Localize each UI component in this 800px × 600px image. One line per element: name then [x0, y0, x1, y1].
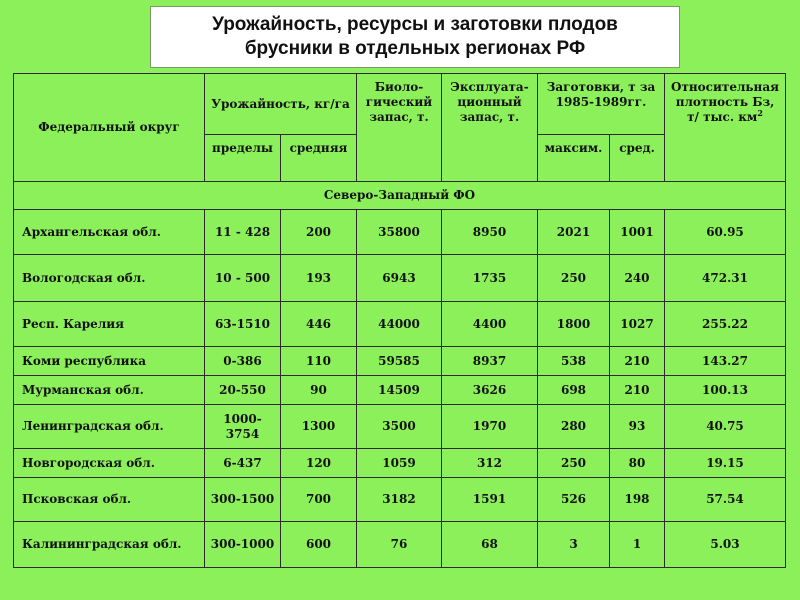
cell-max: 538 — [538, 347, 610, 376]
cell-mean: 210 — [610, 376, 665, 405]
cell-region: Псковская обл. — [14, 478, 205, 522]
cell-region: Новгородская обл. — [14, 449, 205, 478]
cell-region: Коми республика — [14, 347, 205, 376]
cell-bio: 76 — [357, 522, 442, 568]
header-bio-stock: Биоло-гический запас, т. — [357, 74, 442, 182]
cell-range: 63-1510 — [205, 302, 281, 347]
cell-range: 10 - 500 — [205, 255, 281, 302]
title-line-2: брусники в отдельных регионах РФ — [244, 38, 586, 59]
cell-density: 143.27 — [665, 347, 786, 376]
cell-mean: 93 — [610, 405, 665, 449]
cell-avg: 193 — [281, 255, 357, 302]
cell-region: Ленинградская обл. — [14, 405, 205, 449]
cell-exploit: 1591 — [442, 478, 538, 522]
header-yield-avg: средняя — [281, 135, 357, 182]
cell-mean: 198 — [610, 478, 665, 522]
cell-avg: 446 — [281, 302, 357, 347]
title-line-1: Урожайность, ресурсы и заготовки плодов — [212, 14, 618, 35]
cell-density: 40.75 — [665, 405, 786, 449]
cell-density: 255.22 — [665, 302, 786, 347]
cell-max: 250 — [538, 255, 610, 302]
header-exploit-stock: Эксплуата-ционный запас, т. — [442, 74, 538, 182]
header-proc-max: максим. — [538, 135, 610, 182]
table-row — [14, 449, 786, 478]
cell-exploit: 4400 — [442, 302, 538, 347]
cell-range: 1000-3754 — [205, 405, 281, 449]
table-row — [14, 478, 786, 522]
cell-exploit: 1735 — [442, 255, 538, 302]
cell-avg: 600 — [281, 522, 357, 568]
cell-exploit: 8937 — [442, 347, 538, 376]
cell-range: 300-1500 — [205, 478, 281, 522]
cell-max: 280 — [538, 405, 610, 449]
cell-exploit: 1970 — [442, 405, 538, 449]
cell-mean: 1001 — [610, 210, 665, 255]
table-row — [14, 376, 786, 405]
cell-region: Респ. Карелия — [14, 302, 205, 347]
cell-region: Архангельская обл. — [14, 210, 205, 255]
header-density-sup: 2 — [757, 108, 763, 118]
section-row: Северо-Западный ФО — [14, 182, 786, 210]
cell-region: Калининградская обл. — [14, 522, 205, 568]
header-yield-range: пределы — [205, 135, 281, 182]
cell-density: 100.13 — [665, 376, 786, 405]
cell-range: 0-386 — [205, 347, 281, 376]
header-density-text: Относительная плотность Бз, т/ тыс. км — [671, 80, 779, 124]
table-row — [14, 405, 786, 449]
cell-bio: 14509 — [357, 376, 442, 405]
cell-bio: 3500 — [357, 405, 442, 449]
cell-bio: 44000 — [357, 302, 442, 347]
header-proc-avg: сред. — [610, 135, 665, 182]
cell-bio: 6943 — [357, 255, 442, 302]
header-density — [665, 74, 786, 182]
cell-mean: 1 — [610, 522, 665, 568]
table-row — [14, 347, 786, 376]
cell-region: Мурманская обл. — [14, 376, 205, 405]
cell-avg: 700 — [281, 478, 357, 522]
cell-exploit: 3626 — [442, 376, 538, 405]
cell-range: 11 - 428 — [205, 210, 281, 255]
cell-max: 3 — [538, 522, 610, 568]
cell-bio: 59585 — [357, 347, 442, 376]
cell-mean: 210 — [610, 347, 665, 376]
cell-max: 250 — [538, 449, 610, 478]
cell-region: Вологодская обл. — [14, 255, 205, 302]
cell-max: 2021 — [538, 210, 610, 255]
cell-avg: 110 — [281, 347, 357, 376]
cell-density: 57.54 — [665, 478, 786, 522]
cell-density: 5.03 — [665, 522, 786, 568]
cell-bio: 3182 — [357, 478, 442, 522]
cell-exploit: 8950 — [442, 210, 538, 255]
cell-exploit: 312 — [442, 449, 538, 478]
cell-range: 20-550 — [205, 376, 281, 405]
cell-mean: 1027 — [610, 302, 665, 347]
cell-density: 472.31 — [665, 255, 786, 302]
cell-density: 60.95 — [665, 210, 786, 255]
cell-avg: 200 — [281, 210, 357, 255]
header-yield: Урожайность, кг/га — [205, 74, 357, 135]
cell-max: 526 — [538, 478, 610, 522]
table-row — [14, 302, 786, 347]
cell-density: 19.15 — [665, 449, 786, 478]
cell-bio: 35800 — [357, 210, 442, 255]
header-district: Федеральный округ — [14, 74, 205, 182]
cell-max: 1800 — [538, 302, 610, 347]
cell-mean: 80 — [610, 449, 665, 478]
cell-mean: 240 — [610, 255, 665, 302]
header-procurement: Заготовки, т за 1985-1989гг. — [538, 74, 665, 135]
cell-avg: 90 — [281, 376, 357, 405]
table-row — [14, 522, 786, 568]
table-row — [14, 255, 786, 302]
cell-avg: 1300 — [281, 405, 357, 449]
cell-range: 300-1000 — [205, 522, 281, 568]
cell-exploit: 68 — [442, 522, 538, 568]
harvest-table — [13, 73, 786, 568]
table-row — [14, 210, 786, 255]
cell-max: 698 — [538, 376, 610, 405]
title-box — [150, 6, 680, 68]
cell-avg: 120 — [281, 449, 357, 478]
cell-range: 6-437 — [205, 449, 281, 478]
cell-bio: 1059 — [357, 449, 442, 478]
